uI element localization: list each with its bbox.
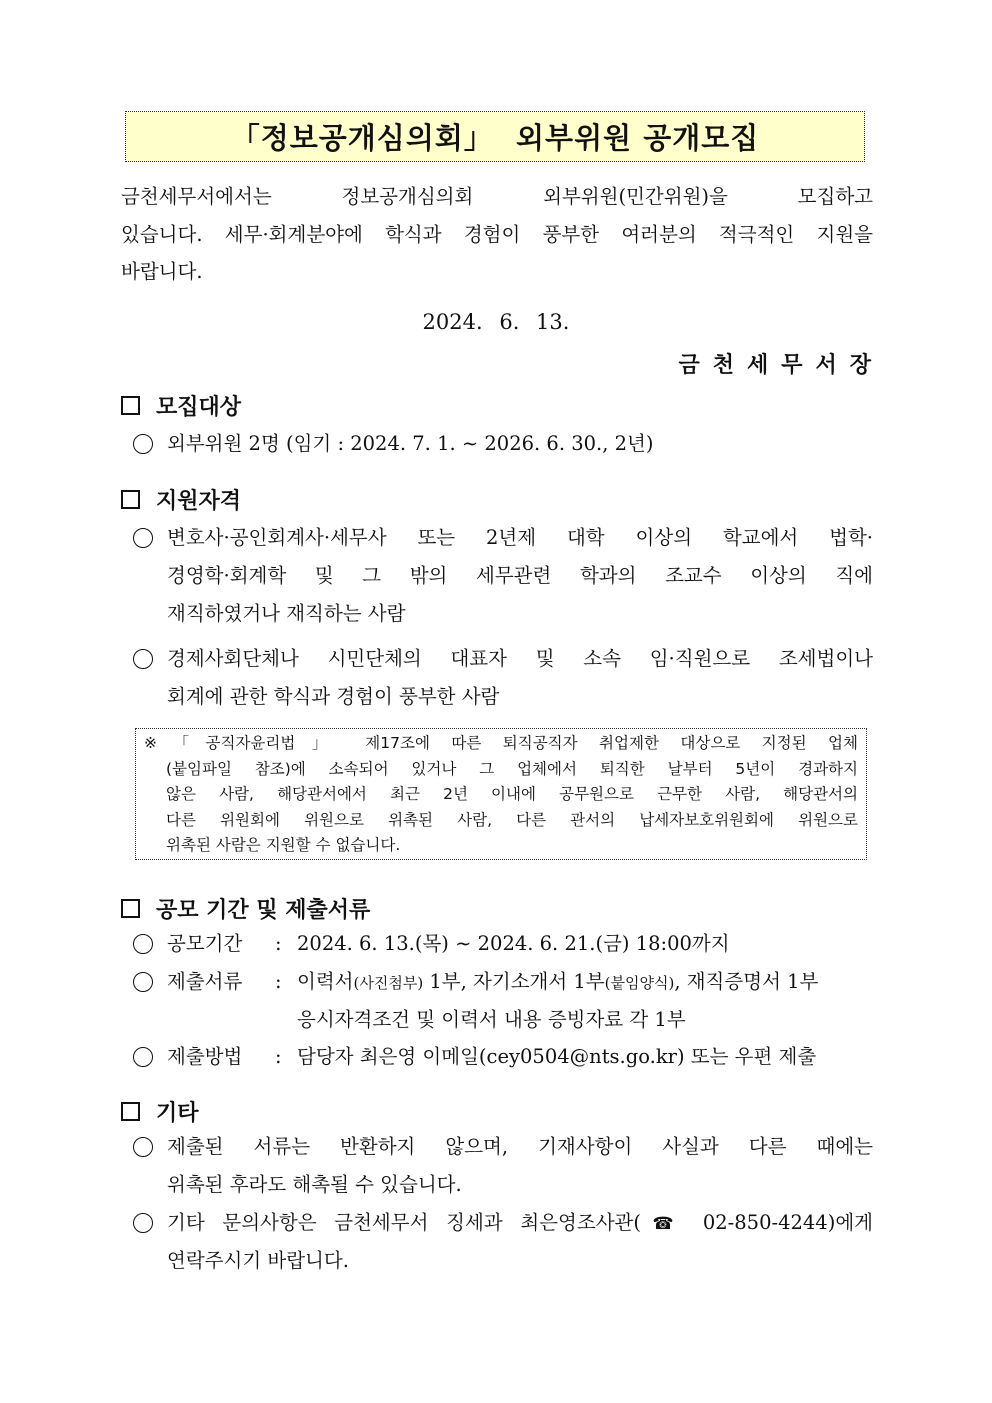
item-text	[167, 1038, 873, 1076]
item-text	[167, 963, 873, 1001]
signer: 금천세무서장	[678, 352, 884, 378]
intro-paragraph	[121, 178, 873, 291]
square-bullet-icon	[121, 396, 140, 415]
circle-bullet-icon	[133, 972, 153, 992]
intro-line: 있습니다. 세무·회계분야에 학식과 경험이 풍부한 여러분의 적극적인 지원을	[121, 222, 873, 246]
circle-bullet-icon	[133, 1137, 153, 1157]
item-text: 재직하였거나 재직하는 사람	[167, 602, 406, 625]
square-bullet-icon	[121, 899, 140, 918]
circle-bullet-icon	[133, 934, 153, 954]
circle-bullet-icon	[133, 1213, 153, 1233]
item-text: 연락주시기 바랍니다.	[167, 1249, 349, 1272]
circle-bullet-icon	[133, 434, 153, 454]
label-colon: :	[275, 1045, 282, 1068]
notice-line: 않은 사람, 해당관서에서 최근 2년 이내에 공무원으로 근무한 사람, 해당관서의	[166, 785, 858, 803]
item-note: (사진첨부)	[353, 974, 424, 992]
item-label: 공모기간	[167, 932, 243, 955]
circle-bullet-icon	[133, 528, 153, 548]
page-title: 「정보공개심의회」 외부위원 공개모집	[230, 121, 760, 155]
notice-line: ※「공직자윤리법」 제17조에 따른 퇴직공직자 취업제한 대상으로 지정된 업체	[144, 734, 858, 752]
square-bullet-icon	[121, 1102, 140, 1121]
section-heading-text: 공모 기간 및 제출서류	[156, 897, 371, 923]
section-heading-target	[121, 390, 241, 421]
item-value: 02-850-4244)에게	[685, 1211, 873, 1234]
list-item	[133, 640, 873, 716]
list-item	[133, 1038, 873, 1076]
title-box	[125, 111, 865, 162]
notice-line: 위촉된 사람은 지원할 수 없습니다.	[166, 836, 401, 854]
item-text: 변호사·공인회계사·세무사 또는 2년제 대학 이상의 학교에서 법학·	[167, 526, 873, 549]
list-item	[133, 1204, 873, 1280]
circle-bullet-icon	[133, 649, 153, 669]
notice-line: 다른 위원회에 위원으로 위촉된 사람, 다른 관서의 납세자보호위원회에 위원으로	[166, 810, 858, 829]
item-value: , 재직증명서 1부	[674, 970, 819, 993]
item-text: 외부위원 2명 (임기 : 2024. 7. 1. ∼ 2026. 6. 30., 2년)	[167, 432, 654, 455]
list-item	[133, 519, 873, 633]
notice-date: 2024. 6. 13.	[422, 310, 570, 334]
list-item	[133, 1128, 873, 1204]
item-value: 이력서	[297, 970, 354, 993]
section-heading-text: 기타	[156, 1100, 199, 1126]
item-value: 1부, 자기소개서 1부	[423, 970, 605, 993]
intro-line: 금천세무서에서는 정보공개심의회 외부위원(민간위원)을 모집하고	[121, 185, 873, 208]
item-label: 제출서류	[167, 970, 243, 993]
section-heading-period	[121, 893, 370, 924]
item-text: 제출된 서류는 반환하지 않으며, 기재사항이 사실과 다른 때에는	[167, 1135, 873, 1158]
item-value: 2024. 6. 13.(목) ∼ 2024. 6. 21.(금) 18:00까지	[297, 932, 730, 955]
item-text: 경영학·회계학 및 그 밖의 세무관련 학과의 조교수 이상의 직에	[167, 564, 873, 587]
list-item	[133, 425, 873, 463]
phone-icon: ☎	[640, 1214, 686, 1234]
item-text	[167, 925, 873, 963]
item-value: 기타 문의사항은 금천세무서 징세과 최은영조사관(	[167, 1211, 641, 1234]
square-bullet-icon	[121, 490, 140, 509]
item-value: 담당자 최은영 이메일(cey0504@nts.go.kr) 또는 우편 제출	[297, 1045, 817, 1068]
label-colon: :	[275, 970, 282, 993]
item-note: (붙임양식)	[604, 974, 675, 992]
section-heading-text: 지원자격	[156, 488, 242, 514]
list-item	[133, 963, 873, 1039]
item-text: 응시자격조건 및 이력서 내용 증빙자료 각 1부	[297, 1008, 686, 1031]
section-heading-text: 모집대상	[156, 394, 242, 420]
notice-line: (붙임파일 참조)에 소속되어 있거나 그 업체에서 퇴직한 날부터 5년이 경과하지	[166, 759, 858, 778]
list-item	[133, 925, 873, 963]
item-text: 회계에 관한 학식과 경험이 풍부한 사람	[167, 685, 500, 708]
item-text: 경제사회단체나 시민단체의 대표자 및 소속 임·직원으로 조세법이나	[167, 647, 873, 670]
label-colon: :	[275, 932, 282, 955]
section-heading-etc	[121, 1096, 199, 1127]
item-text: 위촉된 후라도 해촉될 수 있습니다.	[167, 1173, 462, 1196]
item-label: 제출방법	[167, 1045, 243, 1068]
intro-line: 바랍니다.	[121, 260, 203, 283]
restriction-notice-box	[135, 728, 867, 860]
item-text	[167, 1204, 873, 1242]
section-heading-qualification	[121, 484, 241, 515]
circle-bullet-icon	[133, 1047, 153, 1067]
